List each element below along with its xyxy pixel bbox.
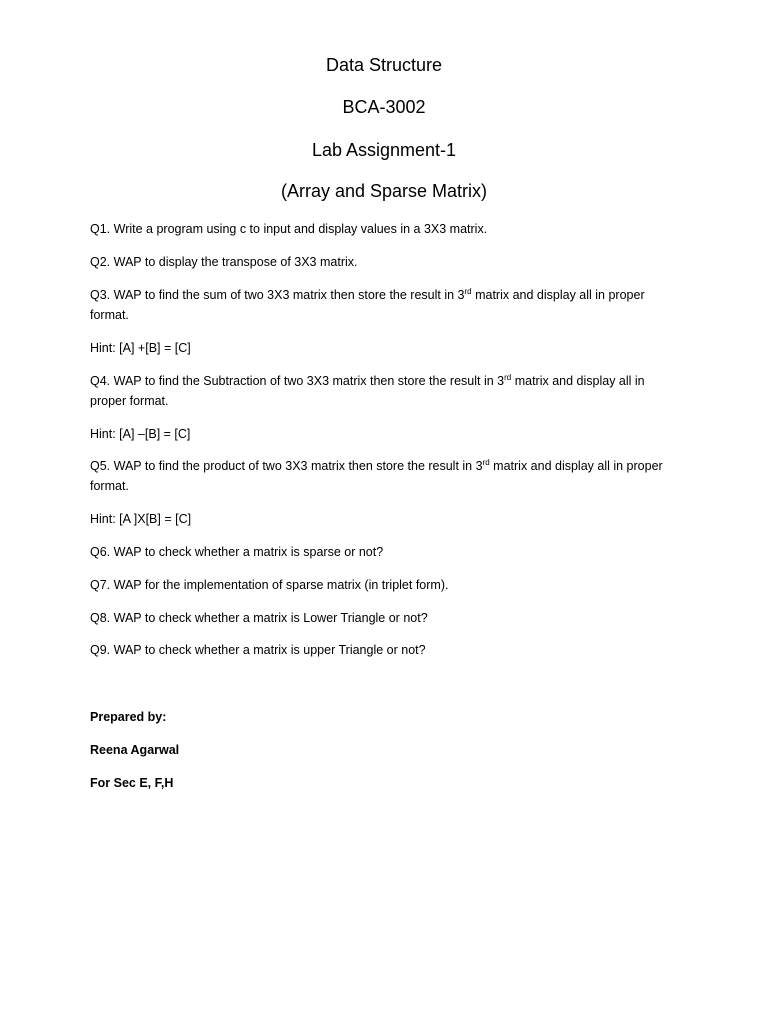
- question-5-text-start: Q5. WAP to find the product of two 3X3 matrix then store the result in 3: [90, 459, 483, 473]
- author-name: Reena Agarwal: [90, 743, 180, 757]
- question-3: [90, 285, 680, 325]
- assignment-topic: (Array and Sparse Matrix): [280, 181, 488, 201]
- question-5-text-end: matrix and display all in proper format.: [90, 459, 663, 493]
- hint-3: Hint: [A] +[B] = [C]: [90, 341, 191, 355]
- question-5: [90, 456, 680, 496]
- prepared-by-label: Prepared by:: [90, 710, 167, 724]
- ordinal-suffix: rd: [464, 286, 472, 296]
- question-6: Q6. WAP to check whether a matrix is sparse or not?: [90, 545, 384, 559]
- hint-4: Hint: [A] –[B] = [C]: [90, 427, 191, 441]
- question-4-text-start: Q4. WAP to find the Subtraction of two 3X3 matrix then store the result in 3: [90, 374, 505, 388]
- ordinal-suffix: rd: [482, 457, 490, 467]
- question-9: Q9. WAP to check whether a matrix is upper Triangle or not?: [90, 643, 426, 657]
- question-7: Q7. WAP for the implementation of sparse matrix (in triplet form).: [90, 578, 449, 592]
- ordinal-suffix: rd: [504, 372, 512, 382]
- question-3-text-start: Q3. WAP to find the sum of two 3X3 matrix then store the result in 3: [90, 288, 465, 302]
- document-title: Data Structure: [325, 55, 443, 75]
- course-code: BCA-3002: [342, 97, 426, 117]
- hint-5: Hint: [A ]X[B] = [C]: [90, 512, 192, 526]
- question-8: Q8. WAP to check whether a matrix is Lower Triangle or not?: [90, 611, 428, 625]
- question-4: [90, 371, 680, 411]
- question-2: Q2. WAP to display the transpose of 3X3 matrix.: [90, 255, 358, 269]
- question-1: Q1. Write a program using c to input and display values in a 3X3 matrix.: [90, 222, 488, 236]
- question-3-text-end: matrix and display all in proper format.: [90, 288, 645, 322]
- question-4-text-end: matrix and display all in proper format.: [90, 374, 645, 408]
- sections-line: For Sec E, F,H: [90, 776, 174, 790]
- assignment-title: Lab Assignment-1: [311, 140, 457, 160]
